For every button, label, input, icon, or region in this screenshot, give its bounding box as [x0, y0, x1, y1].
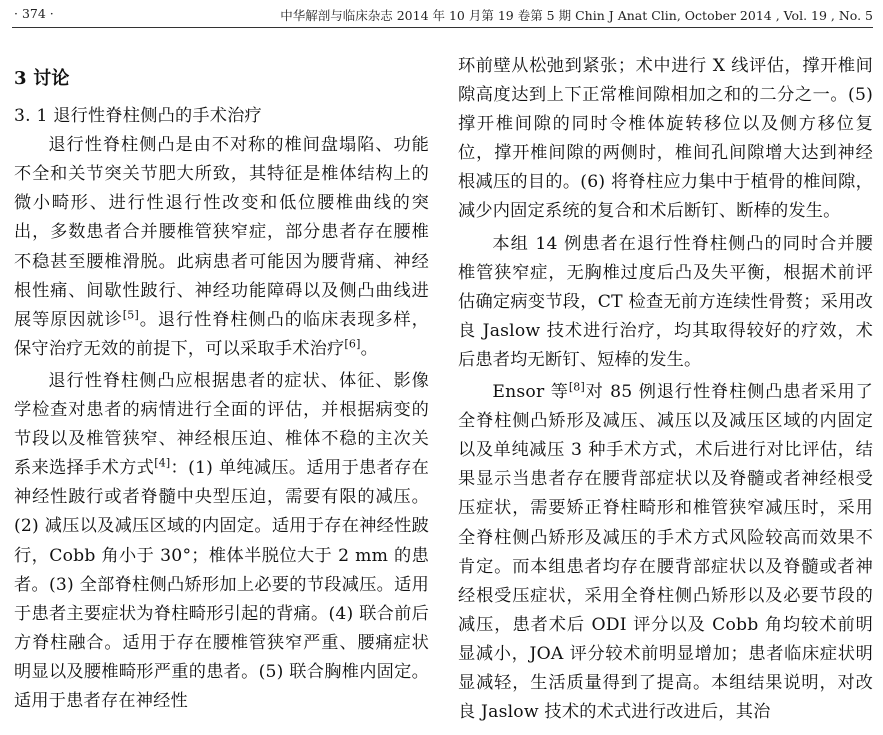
paragraph-text: 。	[360, 338, 378, 359]
paragraph-text: ：(1) 单纯减压。适用于患者存在神经性跛行或者脊髓中央型压迫，需要有限的减压。(2) 减压以及减压区域的内固定。适用于存在神经性跛行，Cobb 角小于 30°；椎体半脱位大于 2 mm 的患者。(3) 全部脊柱侧凸矫形加上必要的节段减压。适用于患者主要症状为脊柱畸形引起的背痛。(4) 联合前后方脊柱融合。适用于存在腰椎管狭窄严重、腰痛症状明显以及腰椎畸形严重的患者。(5) 联合胸椎内固定。适用于患者存在神经性	[14, 458, 429, 711]
page-number: · 374 ·	[14, 6, 54, 21]
journal-citation: 中华解剖与临床杂志 2014 年 10 月第 19 卷第 5 期 Chin J Anat Clin, October 2014 , Vol. 19 , No. 5	[280, 8, 873, 23]
subsection-heading: 3. 1 退行性脊柱侧凸的手术治疗	[14, 106, 262, 127]
header-rule	[12, 27, 873, 28]
left-column	[14, 52, 429, 716]
paragraph: 本组 14 例患者在退行性脊柱侧凸的同时合并腰椎管狭窄症，无胸椎过度后凸及失平衡，根据术前评估确定病变节段，CT 检查无前方连续性骨赘；采用改良 Jaslow 技术进行治疗，均其取得较好的疗效，术后患者均无断钉、短棒的发生。	[458, 233, 873, 370]
citation-ref: [8]	[568, 380, 585, 394]
paragraph-text: 退行性脊柱侧凸应根据患者的症状、体征、影像学检查对患者的病情进行全面的评估，并根据病变的节段以及椎管狭窄、神经根压迫、椎体不稳的主次关系来选择手术方式	[14, 370, 429, 479]
citation-ref: [4]	[154, 456, 171, 470]
citation-ref: [5]	[122, 308, 139, 322]
paragraph	[458, 378, 873, 727]
section-heading: 3 讨论	[14, 68, 70, 89]
paragraph	[14, 367, 429, 716]
paragraph-text: Ensor 等	[492, 382, 569, 403]
paragraph: 环前壁从松弛到紧张；术中进行 X 线评估，撑开椎间隙高度达到上下正常椎间隙相加之和的二分之一。(5) 撑开椎间隙的同时令椎体旋转移位以及侧方移位复位，撑开椎间隙的两侧时，椎间孔间隙增大达到神经根减压的目的。(6) 将脊柱应力集中于植骨的椎间隙，减少内固定系统的复合和术后断钉、断棒的发生。	[458, 56, 873, 222]
running-header	[0, 0, 883, 30]
right-column	[458, 52, 873, 727]
paragraph-text: 对 85 例退行性脊柱侧凸患者采用了全脊柱侧凸矫形及减压、减压以及减压区域的内固定以及单纯减压 3 种手术方式，术后进行对比评估，结果显示当患者存在腰背部症状以及脊髓或者神经根受压症状，需要矫正脊柱畸形和椎管狭窄减压时，采用全脊柱侧凸矫形及减压的手术方式风险较高而效果不肯定。而本组患者均存在腰背部症状以及脊髓或者神经根受压症状，采用全脊柱侧凸矫形以及必要节段的减压，患者术后 ODI 评分以及 Cobb 角均较术前明显减小，JOA 评分较术前明显增加；患者临床症状明显减轻，生活质量得到了提高。本组结果说明，对改良 Jaslow 技术的术式进行改进后，其治	[458, 382, 873, 723]
paragraph	[14, 131, 429, 364]
citation-ref: [6]	[344, 337, 361, 351]
paragraph-text: 。退行性脊柱侧凸的临床表现多样，保守治疗无效的前提下，可以采取手术治疗	[14, 309, 430, 359]
paragraph-text: 退行性脊柱侧凸是由不对称的椎间盘塌陷、功能不全和关节突关节肥大所致，其特征是椎体结构上的微小畸形、进行性退行性改变和低位腰椎曲线的突出，多数患者合并腰椎管狭窄症，部分患者存在腰椎不稳甚至腰椎滑脱。此病患者可能因为腰背痛、神经根性痛、间歇性跛行、神经功能障碍以及侧凸曲线进展等原因就诊	[14, 135, 429, 330]
